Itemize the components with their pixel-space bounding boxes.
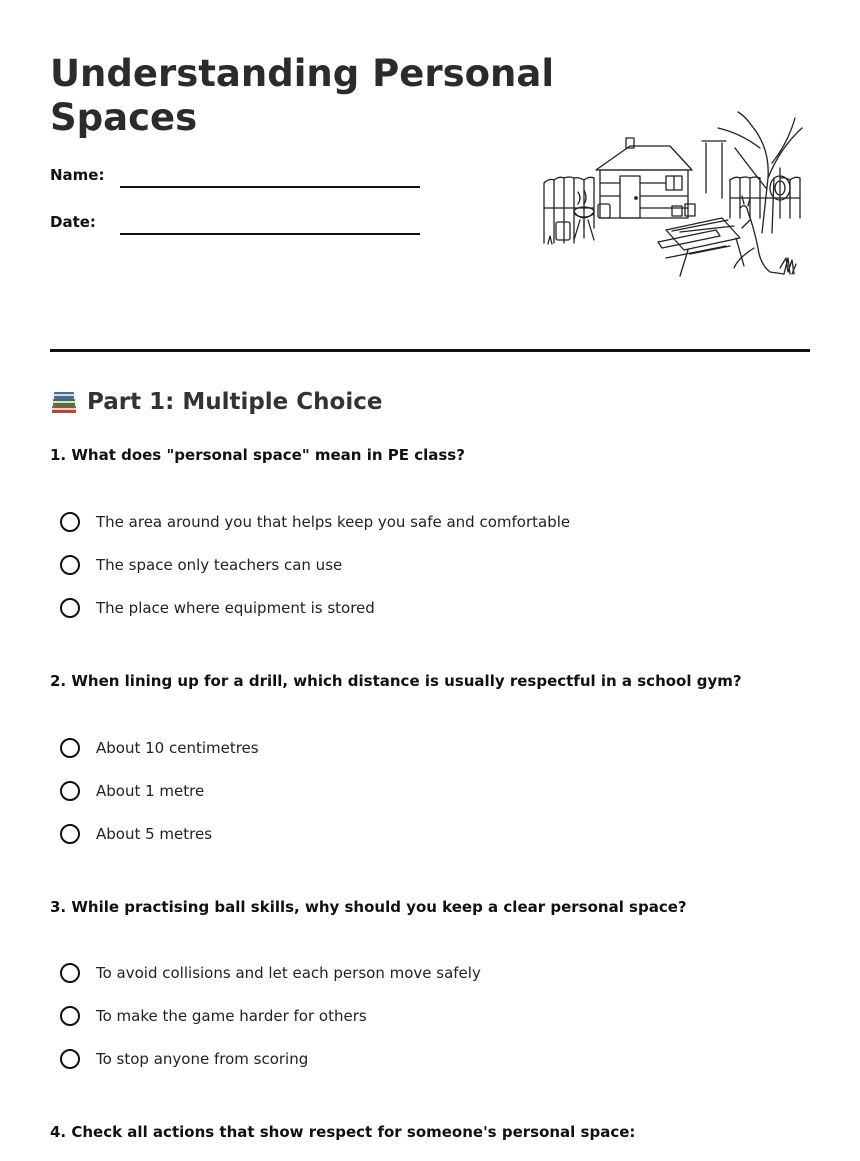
question-1: 1. What does "personal space" mean in PE class? [50,446,465,464]
q3-option-2[interactable] [60,1003,367,1029]
picnic-table [658,218,744,276]
radio-button[interactable] [60,781,80,801]
radio-button[interactable] [60,555,80,575]
backyard-scene-illustration [540,108,812,288]
tree [702,112,802,233]
radio-button[interactable] [60,963,80,983]
option-label: About 5 metres [96,825,213,843]
grill [556,190,594,240]
page-title: Understanding Personal Spaces [50,52,554,139]
section-heading [50,388,382,416]
q2-option-2[interactable] [60,778,204,804]
option-label: The area around you that helps keep you safe and comfortable [96,513,571,531]
q1-option-2[interactable] [60,552,342,578]
pots [598,204,695,218]
option-label: To avoid collisions and let each person move safely [96,964,481,982]
name-label: Name: [50,166,105,184]
date-label: Date: [50,213,96,231]
section-title: Part 1: Multiple Choice [87,389,383,415]
books-icon [50,388,78,416]
option-label: To stop anyone from scoring [96,1050,309,1068]
radio-button[interactable] [60,512,80,532]
q1-option-3[interactable] [60,595,375,621]
radio-button[interactable] [60,598,80,618]
option-label: The space only teachers can use [96,556,343,574]
radio-button[interactable] [60,1049,80,1069]
date-line[interactable] [120,233,420,235]
q2-option-3[interactable] [60,821,212,847]
name-line[interactable] [120,186,420,188]
q3-option-3[interactable] [60,1046,308,1072]
option-label: To make the game harder for others [96,1007,367,1025]
option-label: The place where equipment is stored [96,599,375,617]
q2-option-1[interactable] [60,735,259,761]
question-3: 3. While practising ball skills, why should you keep a clear personal space? [50,898,687,916]
radio-button[interactable] [60,824,80,844]
q3-option-1[interactable] [60,960,481,986]
option-label: About 1 metre [96,782,205,800]
q1-option-1[interactable] [60,509,570,535]
section-divider [50,349,810,352]
question-4: 4. Check all actions that show respect for someone's personal space: [50,1123,636,1141]
radio-button[interactable] [60,738,80,758]
radio-button[interactable] [60,1006,80,1026]
question-2: 2. When lining up for a drill, which distance is usually respectful in a school gym? [50,672,742,690]
option-label: About 10 centimetres [96,739,259,757]
